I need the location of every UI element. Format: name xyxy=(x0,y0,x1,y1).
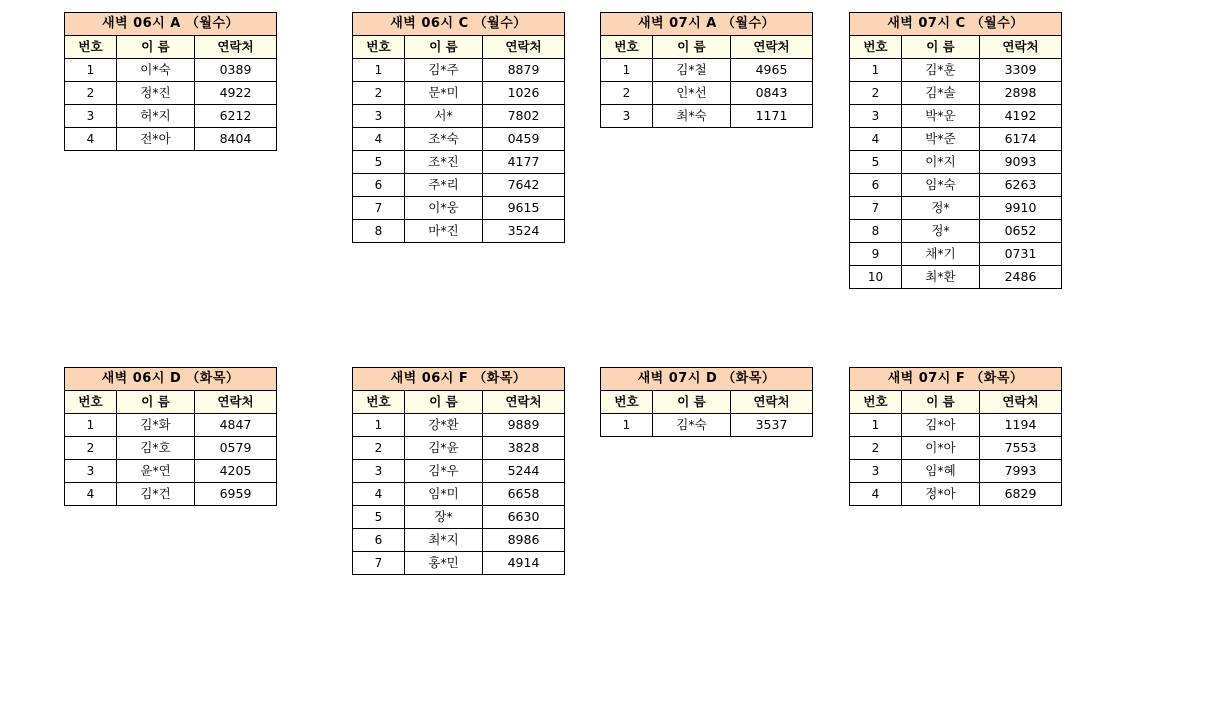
table-title: 새벽 07시 A （월수） xyxy=(601,13,813,36)
column-header: 이 름 xyxy=(902,36,980,59)
contact-cell: 4914 xyxy=(483,552,565,575)
name-cell: 김*솔 xyxy=(902,82,980,105)
name-cell: 정* xyxy=(902,220,980,243)
name-cell: 마*진 xyxy=(405,220,483,243)
schedule-table xyxy=(849,367,1062,506)
contact-cell: 7553 xyxy=(980,437,1062,460)
row-number-cell: 2 xyxy=(601,82,653,105)
name-cell: 이*아 xyxy=(902,437,980,460)
table-title: 새벽 06시 A （월수） xyxy=(65,13,277,36)
contact-cell: 9889 xyxy=(483,414,565,437)
row-number-cell: 5 xyxy=(353,506,405,529)
table-row xyxy=(601,105,813,128)
schedule-table xyxy=(600,367,813,437)
row-number-cell: 7 xyxy=(353,552,405,575)
row-number-cell: 3 xyxy=(850,105,902,128)
column-header: 연락처 xyxy=(731,391,813,414)
contact-cell: 9093 xyxy=(980,151,1062,174)
name-cell: 서* xyxy=(405,105,483,128)
contact-cell: 1026 xyxy=(483,82,565,105)
contact-cell: 6829 xyxy=(980,483,1062,506)
contact-cell: 7642 xyxy=(483,174,565,197)
name-cell: 주*리 xyxy=(405,174,483,197)
row-number-cell: 1 xyxy=(601,59,653,82)
table-row xyxy=(65,82,277,105)
table-row xyxy=(850,174,1062,197)
column-header: 번호 xyxy=(65,391,117,414)
row-number-cell: 2 xyxy=(353,437,405,460)
contact-cell: 6174 xyxy=(980,128,1062,151)
row-number-cell: 5 xyxy=(850,151,902,174)
table-header-row xyxy=(353,391,565,414)
table-header-row xyxy=(601,36,813,59)
column-header: 연락처 xyxy=(483,36,565,59)
column-header: 이 름 xyxy=(653,36,731,59)
row-number-cell: 2 xyxy=(65,82,117,105)
contact-cell: 4847 xyxy=(195,414,277,437)
table-row xyxy=(850,460,1062,483)
name-cell: 임*숙 xyxy=(902,174,980,197)
table-row xyxy=(850,266,1062,289)
name-cell: 김*우 xyxy=(405,460,483,483)
table-row xyxy=(601,414,813,437)
column-header: 번호 xyxy=(850,391,902,414)
name-cell: 김*철 xyxy=(653,59,731,82)
table-header-row xyxy=(850,391,1062,414)
contact-cell: 1171 xyxy=(731,105,813,128)
contact-cell: 5244 xyxy=(483,460,565,483)
table-row xyxy=(353,460,565,483)
contact-cell: 6263 xyxy=(980,174,1062,197)
table-row xyxy=(353,59,565,82)
name-cell: 이*지 xyxy=(902,151,980,174)
contact-cell: 9910 xyxy=(980,197,1062,220)
name-cell: 김*화 xyxy=(117,414,195,437)
table-row xyxy=(601,82,813,105)
row-number-cell: 1 xyxy=(601,414,653,437)
column-header: 연락처 xyxy=(483,391,565,414)
name-cell: 홍*민 xyxy=(405,552,483,575)
name-cell: 김*건 xyxy=(117,483,195,506)
table-row xyxy=(353,414,565,437)
table-title: 새벽 07시 F （화목） xyxy=(850,368,1062,391)
column-header: 이 름 xyxy=(405,391,483,414)
row-number-cell: 1 xyxy=(353,414,405,437)
row-number-cell: 4 xyxy=(850,483,902,506)
row-number-cell: 2 xyxy=(353,82,405,105)
column-header: 이 름 xyxy=(653,391,731,414)
contact-cell: 8986 xyxy=(483,529,565,552)
name-cell: 김*호 xyxy=(117,437,195,460)
table-title-row xyxy=(601,368,813,391)
table-header-row xyxy=(65,36,277,59)
row-number-cell: 1 xyxy=(65,414,117,437)
table-row xyxy=(850,220,1062,243)
column-header: 연락처 xyxy=(731,36,813,59)
name-cell: 강*환 xyxy=(405,414,483,437)
row-number-cell: 6 xyxy=(850,174,902,197)
schedule-table xyxy=(352,367,565,575)
name-cell: 김*아 xyxy=(902,414,980,437)
column-header: 이 름 xyxy=(117,391,195,414)
row-number-cell: 2 xyxy=(850,82,902,105)
table-row xyxy=(850,243,1062,266)
name-cell: 김*훈 xyxy=(902,59,980,82)
table-row xyxy=(850,59,1062,82)
table-row xyxy=(353,82,565,105)
contact-cell: 7993 xyxy=(980,460,1062,483)
contact-cell: 4965 xyxy=(731,59,813,82)
name-cell: 김*숙 xyxy=(653,414,731,437)
row-number-cell: 3 xyxy=(353,460,405,483)
contact-cell: 8879 xyxy=(483,59,565,82)
contact-cell: 6658 xyxy=(483,483,565,506)
contact-cell: 6212 xyxy=(195,105,277,128)
row-number-cell: 3 xyxy=(850,460,902,483)
column-header: 번호 xyxy=(601,391,653,414)
schedule-table xyxy=(64,12,277,151)
name-cell: 문*미 xyxy=(405,82,483,105)
name-cell: 허*지 xyxy=(117,105,195,128)
table-row xyxy=(353,174,565,197)
table-title-row xyxy=(850,368,1062,391)
table-row xyxy=(850,437,1062,460)
contact-cell: 6630 xyxy=(483,506,565,529)
contact-cell: 9615 xyxy=(483,197,565,220)
contact-cell: 7802 xyxy=(483,105,565,128)
row-number-cell: 4 xyxy=(353,483,405,506)
column-header: 번호 xyxy=(601,36,653,59)
schedule-table xyxy=(849,12,1062,289)
name-cell: 이*숙 xyxy=(117,59,195,82)
schedule-table xyxy=(600,12,813,128)
table-header-row xyxy=(353,36,565,59)
name-cell: 정*진 xyxy=(117,82,195,105)
name-cell: 박*운 xyxy=(902,105,980,128)
row-number-cell: 9 xyxy=(850,243,902,266)
row-number-cell: 1 xyxy=(65,59,117,82)
contact-cell: 3309 xyxy=(980,59,1062,82)
name-cell: 박*준 xyxy=(902,128,980,151)
row-number-cell: 1 xyxy=(353,59,405,82)
table-row xyxy=(353,529,565,552)
name-cell: 임*혜 xyxy=(902,460,980,483)
column-header: 연락처 xyxy=(195,391,277,414)
column-header: 연락처 xyxy=(195,36,277,59)
table-row xyxy=(850,82,1062,105)
table-row xyxy=(65,414,277,437)
row-number-cell: 3 xyxy=(353,105,405,128)
column-header: 연락처 xyxy=(980,36,1062,59)
row-number-cell: 8 xyxy=(353,220,405,243)
contact-cell: 0389 xyxy=(195,59,277,82)
contact-cell: 0579 xyxy=(195,437,277,460)
row-number-cell: 1 xyxy=(850,414,902,437)
contact-cell: 2486 xyxy=(980,266,1062,289)
table-row xyxy=(353,220,565,243)
table-row xyxy=(353,437,565,460)
table-title: 새벽 07시 C （월수） xyxy=(850,13,1062,36)
table-row xyxy=(353,483,565,506)
contact-cell: 0652 xyxy=(980,220,1062,243)
row-number-cell: 4 xyxy=(65,128,117,151)
row-number-cell: 4 xyxy=(353,128,405,151)
row-number-cell: 6 xyxy=(353,174,405,197)
contact-cell: 3524 xyxy=(483,220,565,243)
contact-cell: 4177 xyxy=(483,151,565,174)
table-title-row xyxy=(353,368,565,391)
table-row xyxy=(850,197,1062,220)
table-row xyxy=(65,483,277,506)
table-title-row xyxy=(353,13,565,36)
row-number-cell: 3 xyxy=(65,460,117,483)
name-cell: 최*지 xyxy=(405,529,483,552)
name-cell: 장* xyxy=(405,506,483,529)
table-row xyxy=(65,105,277,128)
row-number-cell: 7 xyxy=(353,197,405,220)
table-row xyxy=(65,437,277,460)
name-cell: 이*웅 xyxy=(405,197,483,220)
table-header-row xyxy=(65,391,277,414)
row-number-cell: 2 xyxy=(850,437,902,460)
contact-cell: 0843 xyxy=(731,82,813,105)
row-number-cell: 6 xyxy=(353,529,405,552)
name-cell: 김*주 xyxy=(405,59,483,82)
table-row xyxy=(65,128,277,151)
row-number-cell: 2 xyxy=(65,437,117,460)
row-number-cell: 7 xyxy=(850,197,902,220)
column-header: 번호 xyxy=(353,391,405,414)
table-row xyxy=(65,59,277,82)
name-cell: 최*숙 xyxy=(653,105,731,128)
column-header: 번호 xyxy=(353,36,405,59)
contact-cell: 3537 xyxy=(731,414,813,437)
table-row xyxy=(601,59,813,82)
column-header: 이 름 xyxy=(902,391,980,414)
row-number-cell: 5 xyxy=(353,151,405,174)
schedule-table xyxy=(352,12,565,243)
name-cell: 최*환 xyxy=(902,266,980,289)
name-cell: 전*아 xyxy=(117,128,195,151)
contact-cell: 0731 xyxy=(980,243,1062,266)
table-title-row xyxy=(65,368,277,391)
table-title: 새벽 06시 D （화목） xyxy=(65,368,277,391)
contact-cell: 6959 xyxy=(195,483,277,506)
name-cell: 인*선 xyxy=(653,82,731,105)
name-cell: 조*진 xyxy=(405,151,483,174)
table-row xyxy=(850,128,1062,151)
column-header: 연락처 xyxy=(980,391,1062,414)
row-number-cell: 4 xyxy=(65,483,117,506)
name-cell: 김*윤 xyxy=(405,437,483,460)
row-number-cell: 1 xyxy=(850,59,902,82)
table-row xyxy=(850,483,1062,506)
contact-cell: 0459 xyxy=(483,128,565,151)
column-header: 이 름 xyxy=(405,36,483,59)
column-header: 이 름 xyxy=(117,36,195,59)
table-title: 새벽 07시 D （화목） xyxy=(601,368,813,391)
column-header: 번호 xyxy=(65,36,117,59)
name-cell: 조*숙 xyxy=(405,128,483,151)
contact-cell: 4192 xyxy=(980,105,1062,128)
column-header: 번호 xyxy=(850,36,902,59)
row-number-cell: 3 xyxy=(65,105,117,128)
table-header-row xyxy=(601,391,813,414)
contact-cell: 4922 xyxy=(195,82,277,105)
table-row xyxy=(353,151,565,174)
table-title-row xyxy=(850,13,1062,36)
table-row xyxy=(353,197,565,220)
name-cell: 정* xyxy=(902,197,980,220)
name-cell: 임*미 xyxy=(405,483,483,506)
contact-cell: 1194 xyxy=(980,414,1062,437)
table-title: 새벽 06시 F （화목） xyxy=(353,368,565,391)
table-row xyxy=(353,552,565,575)
contact-cell: 2898 xyxy=(980,82,1062,105)
table-row xyxy=(65,460,277,483)
contact-cell: 3828 xyxy=(483,437,565,460)
name-cell: 윤*연 xyxy=(117,460,195,483)
table-row xyxy=(353,128,565,151)
schedule-table xyxy=(64,367,277,506)
table-row xyxy=(850,151,1062,174)
contact-cell: 8404 xyxy=(195,128,277,151)
table-header-row xyxy=(850,36,1062,59)
table-row xyxy=(850,414,1062,437)
table-row xyxy=(353,105,565,128)
table-row xyxy=(850,105,1062,128)
row-number-cell: 10 xyxy=(850,266,902,289)
row-number-cell: 8 xyxy=(850,220,902,243)
row-number-cell: 4 xyxy=(850,128,902,151)
name-cell: 정*아 xyxy=(902,483,980,506)
table-title: 새벽 06시 C （월수） xyxy=(353,13,565,36)
table-title-row xyxy=(601,13,813,36)
contact-cell: 4205 xyxy=(195,460,277,483)
row-number-cell: 3 xyxy=(601,105,653,128)
name-cell: 채*기 xyxy=(902,243,980,266)
table-title-row xyxy=(65,13,277,36)
table-row xyxy=(353,506,565,529)
